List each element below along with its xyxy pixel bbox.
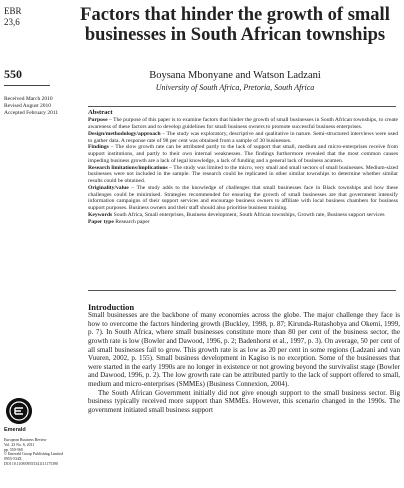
limitations-label: Research limitations/implications — [88, 164, 168, 171]
abstract-section — [88, 110, 398, 225]
journal-abbrev: EBR — [4, 6, 22, 16]
emerald-logo-graphic — [6, 398, 32, 424]
keywords-text: South Africa, Small enterprises, Business development, South African townships, Growth rate, Business support services — [112, 211, 385, 218]
introduction-paragraph-1: Small businesses are the backbone of many economies across the globe. The major challenge they face is how to overcome the factors hindering growth (Buckley, 1998, p. 87; Kirunda-Rutashobya and Okemi, 1999, p. 7). In South Africa, where small businesses constitute more than 80 per cent of the business sector, the growth rate is low (Bowler and Dawood, 1996, p. 2; Badenhorst et al., 1997, p. 3). On average, 50 per cent of all small businesses fail to grow. This growth rate is as low as 20 per cent in some regions (Ladzani and van Vuuren, 2002, p. 155). Small business development in Kagiso is no exception. Some of the businesses that were started in the early 1990s are no longer in existence or not growing beyond the survivalist stage (Bowler and Dawood, 1996, p. 2). The low growth rate can be attributed partly to the lack of support offered to small, medium and micro-enterprises (SMMEs) (Business Connexion, 2004). — [88, 311, 400, 388]
design-text: – The study was exploratory, descriptive and qualitative in nature. Semi-structured interviews were used to gather data. A response rate of 98 per cent was obtained from a sample of 30 businesses. — [88, 130, 398, 144]
paper-authors: Boysana Mbonyane and Watson Ladzani — [149, 70, 321, 81]
emerald-logo-label: Emerald — [4, 427, 26, 433]
findings-label: Findings — [88, 144, 109, 151]
citation-block — [4, 438, 74, 467]
citation-line: pp. 550-560 — [4, 447, 23, 452]
abstract-bottom-rule — [88, 290, 396, 291]
citation-line: Vol. 23 No. 6, 2011 — [4, 442, 35, 447]
purpose-text: – The purpose of this paper is to examine factors that hinder the growth of small businesses in South African townships, to create awareness of these factors and to develop guidelines for small business owners to promote successful business enterprises. — [88, 117, 398, 130]
design-label: Design/methodology/approach — [88, 130, 161, 137]
keywords-label: Keywords — [88, 211, 113, 218]
introduction-heading: Introduction — [88, 302, 135, 312]
page-number-rule — [4, 85, 50, 86]
citation-line: © Emerald Group Publishing Limited — [4, 452, 63, 457]
citation-line: European Business Review — [4, 438, 47, 442]
received-date: Received March 2010 — [4, 96, 53, 102]
abstract-heading: Abstract — [88, 109, 113, 116]
abstract-top-rule — [88, 106, 396, 107]
abstract-purpose — [88, 117, 398, 131]
citation-line: 0955-534X — [4, 457, 22, 461]
revised-date: Revised August 2010 — [4, 103, 52, 109]
author-affiliation: University of South Africa, Pretoria, South Africa — [155, 83, 315, 92]
introduction-body — [88, 311, 400, 415]
limitations-text: – The study was limited to the micro, very small and small sectors of small businesses. Medium-sized businesses were not included in the sample. The research could be replicated in other similar townships to determine whether similar results could be obtained. — [88, 164, 399, 184]
paper-title: Factors that hinder the growth of small businesses in South African townships — [80, 5, 390, 45]
page-number: 550 — [4, 67, 22, 81]
accepted-date: Accepted February 2011 — [4, 110, 59, 116]
abstract-findings — [88, 144, 398, 164]
purpose-label: Purpose — [88, 117, 108, 124]
abstract-design — [88, 131, 398, 145]
journal-volume: 23,6 — [4, 17, 20, 27]
originality-label: Originality/value — [88, 184, 129, 191]
introduction-paragraph-2: The South African Government initially did not give enough support to the small business sector. Big business typically received more support than SMMEs. However, this scenario changed in the 1990s. The government initiated small business support — [88, 388, 400, 414]
abstract-keywords — [88, 212, 398, 219]
papertype-text: Research paper — [113, 218, 150, 225]
findings-text: – The slow growth rate can be attributed partly to the lack of support that small, medium and micro-enterprises receive from support institutions, and partly to their own internal weaknesses. The findings furthermore revealed that the most common causes impeding business growth are a lack of legal knowledge, a lack of funding and a general lack of business acumen. — [88, 144, 398, 164]
submission-dates — [4, 96, 58, 117]
journal-info — [4, 6, 22, 28]
emerald-logo-icon — [6, 398, 32, 424]
abstract-originality — [88, 185, 398, 212]
papertype-label: Paper type — [88, 218, 114, 225]
abstract-papertype — [88, 219, 398, 226]
originality-text: – The study adds to the knowledge of challenges that small businesses face in Black townships and how these challenges could be minimised. Strategies recommended for ensuring the growth of small businesses are that government intensify information campaigns of their support services and encourage business owners to affiliate with local business chambers for business support purposes. Business owners and their staff should also prioritise business training. — [88, 184, 398, 211]
abstract-limitations — [88, 165, 398, 185]
citation-line: DOI 10.1108/09555341111175390 — [4, 461, 58, 466]
